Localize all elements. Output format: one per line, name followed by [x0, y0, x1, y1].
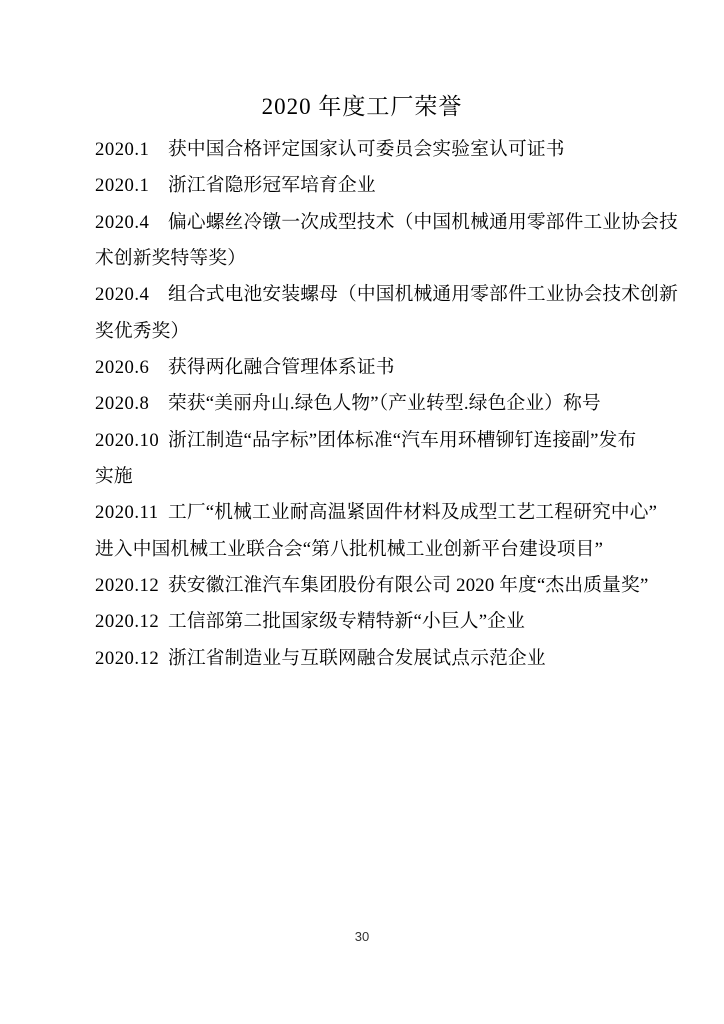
honor-line-continuation	[95, 314, 684, 350]
page-title: 2020 年度工厂荣誉	[261, 94, 463, 119]
honor-text: 获安徽江淮汽车集团股份有限公司 2020 年度“杰出质量奖”	[168, 574, 649, 596]
honor-line	[95, 568, 684, 604]
honor-line	[95, 350, 684, 386]
honor-text: 偏心螺丝冷镦一次成型技术（中国机械通用零部件工业协会技	[168, 211, 678, 233]
honor-line	[95, 604, 684, 640]
honor-line	[95, 277, 684, 313]
honor-text: 组合式电池安装螺母（中国机械通用零部件工业协会技术创新	[168, 284, 678, 306]
honor-date: 2020.12	[95, 574, 160, 596]
honor-line	[95, 386, 684, 422]
honor-line	[95, 168, 684, 204]
honor-text: 进入中国机械工业联合会“第八批机械工业创新平台建设项目”	[95, 538, 604, 560]
honor-date: 2020.10	[95, 429, 160, 451]
honor-text: 获得两化融合管理体系证书	[168, 356, 395, 378]
honor-line-continuation	[95, 459, 684, 495]
honor-text: 术创新奖特等奖）	[95, 247, 247, 269]
honor-text: 实施	[95, 465, 133, 487]
honor-date: 2020.1	[95, 139, 150, 160]
honor-date: 2020.12	[95, 647, 160, 669]
honor-text: 浙江省隐形冠军培育企业	[168, 175, 376, 197]
honor-line	[95, 132, 684, 168]
honor-text: 工信部第二批国家级专精特新“小巨人”企业	[168, 611, 525, 633]
honor-line-continuation	[95, 532, 684, 568]
honor-line-continuation	[95, 241, 684, 277]
honor-text: 工厂“机械工业耐高温紧固件材料及成型工艺工程研究中心”	[168, 502, 658, 524]
honor-date: 2020.12	[95, 611, 160, 633]
honor-date: 2020.1	[95, 175, 150, 197]
honor-line	[95, 205, 684, 241]
honor-line	[95, 495, 684, 531]
honor-text: 浙江制造“品字标”团体标准“汽车用环槽铆钉连接副”发布	[168, 429, 637, 451]
honor-text: 获中国合格评定国家认可委员会实验室认可证书	[168, 139, 565, 160]
honor-date: 2020.4	[95, 211, 150, 233]
honor-text: 荣获“美丽舟山.绿色人物”（产业转型.绿色企业）称号	[168, 393, 601, 415]
honor-text: 浙江省制造业与互联网融合发展试点示范企业	[168, 647, 546, 669]
honor-date: 2020.4	[95, 284, 150, 306]
honor-date: 2020.8	[95, 393, 150, 415]
honor-date: 2020.11	[95, 502, 159, 524]
honor-line	[95, 641, 684, 677]
honor-text: 奖优秀奖）	[95, 320, 190, 342]
honor-line	[95, 423, 684, 459]
honor-date: 2020.6	[95, 356, 150, 378]
page-number: 30	[354, 929, 370, 944]
honors-list	[95, 132, 684, 677]
